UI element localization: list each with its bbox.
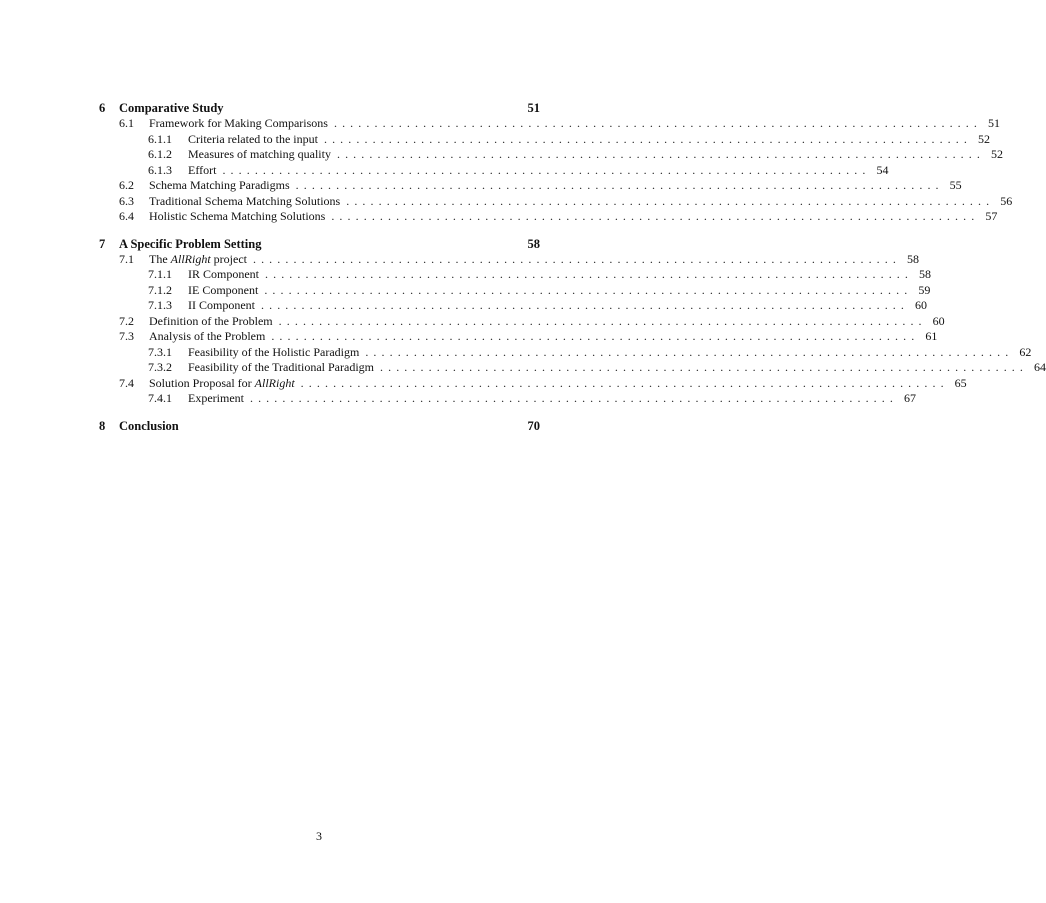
page-number: 54 (876, 162, 889, 177)
dot-leader: ................................................................................ (249, 391, 898, 405)
section-title: II Component (188, 298, 255, 312)
section-title (149, 376, 295, 392)
toc-entry[interactable] (99, 116, 1000, 132)
toc-chapter[interactable] (99, 418, 540, 434)
section-number: 6.2 (119, 178, 134, 192)
chapter-title: Comparative Study (119, 101, 224, 115)
chapter-title: Conclusion (119, 418, 179, 433)
page-number: 57 (985, 209, 998, 223)
title-prefix: Solution Proposal for (149, 375, 255, 390)
section-number: 6.4 (119, 209, 134, 223)
dot-leader: ................................................................................ (252, 251, 901, 266)
section-number: 7.2 (119, 313, 134, 328)
page-number: 65 (954, 375, 967, 390)
toc-entry[interactable] (99, 282, 931, 299)
section-title: IE Component (188, 282, 259, 297)
toc-entry[interactable] (99, 131, 990, 148)
section-number: 7.3.1 (148, 344, 172, 359)
dot-leader: ................................................................................ (271, 329, 920, 343)
dot-leader: ................................................................................ (331, 209, 980, 223)
page-number: 52 (990, 147, 1003, 161)
section-title: Feasibility of the Holistic Paradigm (188, 344, 360, 359)
chapter-title: A Specific Problem Setting (119, 236, 262, 251)
section-title: Framework for Making Comparisons (149, 116, 328, 130)
page-number: 60 (932, 313, 945, 328)
page-number: 52 (977, 131, 990, 146)
section-title: Experiment (188, 391, 244, 405)
page-number: 58 (919, 267, 931, 281)
section-title: Criteria related to the input (188, 131, 318, 146)
section-number: 7.3.2 (148, 360, 172, 374)
dot-leader: ................................................................................ (261, 298, 909, 312)
section-number: 6.1.1 (148, 131, 172, 146)
dot-leader: ................................................................................ (264, 282, 913, 297)
section-number: 6.1 (119, 116, 134, 130)
page-number: 58 (906, 251, 919, 266)
section-number: 6.3 (119, 193, 134, 208)
toc-entry[interactable] (99, 193, 1013, 210)
dot-leader: ................................................................................ (333, 116, 982, 130)
section-number: 7.1.3 (148, 298, 172, 312)
toc-chapter[interactable] (99, 100, 540, 116)
project-name: AllRight (254, 375, 295, 390)
page-number: 67 (903, 391, 916, 405)
section-title: Definition of the Problem (149, 313, 273, 328)
page-number: 51 (987, 116, 1000, 130)
section-number: 6.1.3 (148, 162, 172, 177)
page-number: 58 (527, 236, 540, 251)
title-suffix: project (210, 251, 247, 266)
section-number: 7.1.2 (148, 282, 172, 297)
section-number: 6.1.2 (148, 147, 172, 161)
title-prefix: The (149, 251, 171, 266)
dot-leader: ................................................................................ (346, 193, 995, 208)
section-title: Traditional Schema Matching Solutions (149, 193, 341, 208)
toc-chapter[interactable] (99, 236, 540, 252)
page-number: 61 (925, 329, 938, 343)
dot-leader: ................................................................................ (222, 162, 871, 177)
page-number: 60 (915, 298, 927, 312)
section-title: Schema Matching Paradigms (149, 178, 290, 192)
chapter-number: 8 (99, 418, 106, 433)
page-number: 51 (527, 101, 540, 115)
page-number: 62 (1019, 344, 1032, 359)
section-title: IR Component (188, 267, 259, 281)
dot-leader: ................................................................................ (278, 313, 927, 328)
section-number: 7.1 (119, 251, 134, 266)
toc-entry[interactable] (99, 178, 962, 194)
section-number: 7.1.1 (148, 267, 172, 281)
toc-entry[interactable] (99, 209, 998, 225)
dot-leader: ................................................................................ (336, 147, 985, 161)
toc-entry[interactable] (99, 313, 945, 330)
toc-entry[interactable] (99, 147, 1003, 163)
section-number: 7.4.1 (148, 391, 172, 405)
section-title: Effort (188, 162, 217, 177)
toc-entry[interactable] (99, 267, 931, 283)
section-title: Measures of matching quality (188, 147, 331, 161)
section-title (149, 252, 247, 268)
toc-entry[interactable] (99, 344, 1032, 361)
section-number: 7.3 (119, 329, 134, 343)
dot-leader: ................................................................................ (380, 360, 1028, 374)
section-title: Holistic Schema Matching Solutions (149, 209, 326, 223)
page-number: 59 (918, 282, 931, 297)
section-number: 7.4 (119, 375, 134, 390)
page-number: 64 (1034, 360, 1046, 374)
page-number: 55 (949, 178, 962, 192)
project-name: AllRight (170, 251, 211, 266)
chapter-number: 7 (99, 236, 106, 251)
dot-leader: ................................................................................ (265, 267, 913, 281)
page-number: 56 (1000, 193, 1013, 208)
dot-leader: ................................................................................ (300, 375, 949, 390)
dot-leader: ................................................................................ (295, 178, 944, 192)
dot-leader: ................................................................................ (323, 131, 972, 146)
toc-entry[interactable] (99, 375, 967, 392)
toc-entry[interactable] (99, 391, 916, 407)
toc-entry[interactable] (99, 162, 889, 179)
section-title: Feasibility of the Traditional Paradigm (188, 360, 374, 374)
dot-leader: ................................................................................ (365, 344, 1014, 359)
page-number: 70 (527, 418, 540, 433)
table-of-contents (99, 100, 1046, 434)
page-footer-number: 3 (316, 829, 322, 843)
toc-entry[interactable] (99, 251, 919, 268)
toc-entry[interactable] (99, 360, 1046, 376)
toc-entry[interactable] (99, 298, 927, 314)
chapter-number: 6 (99, 101, 106, 115)
section-title: Analysis of the Problem (149, 329, 266, 343)
toc-entry[interactable] (99, 329, 938, 345)
